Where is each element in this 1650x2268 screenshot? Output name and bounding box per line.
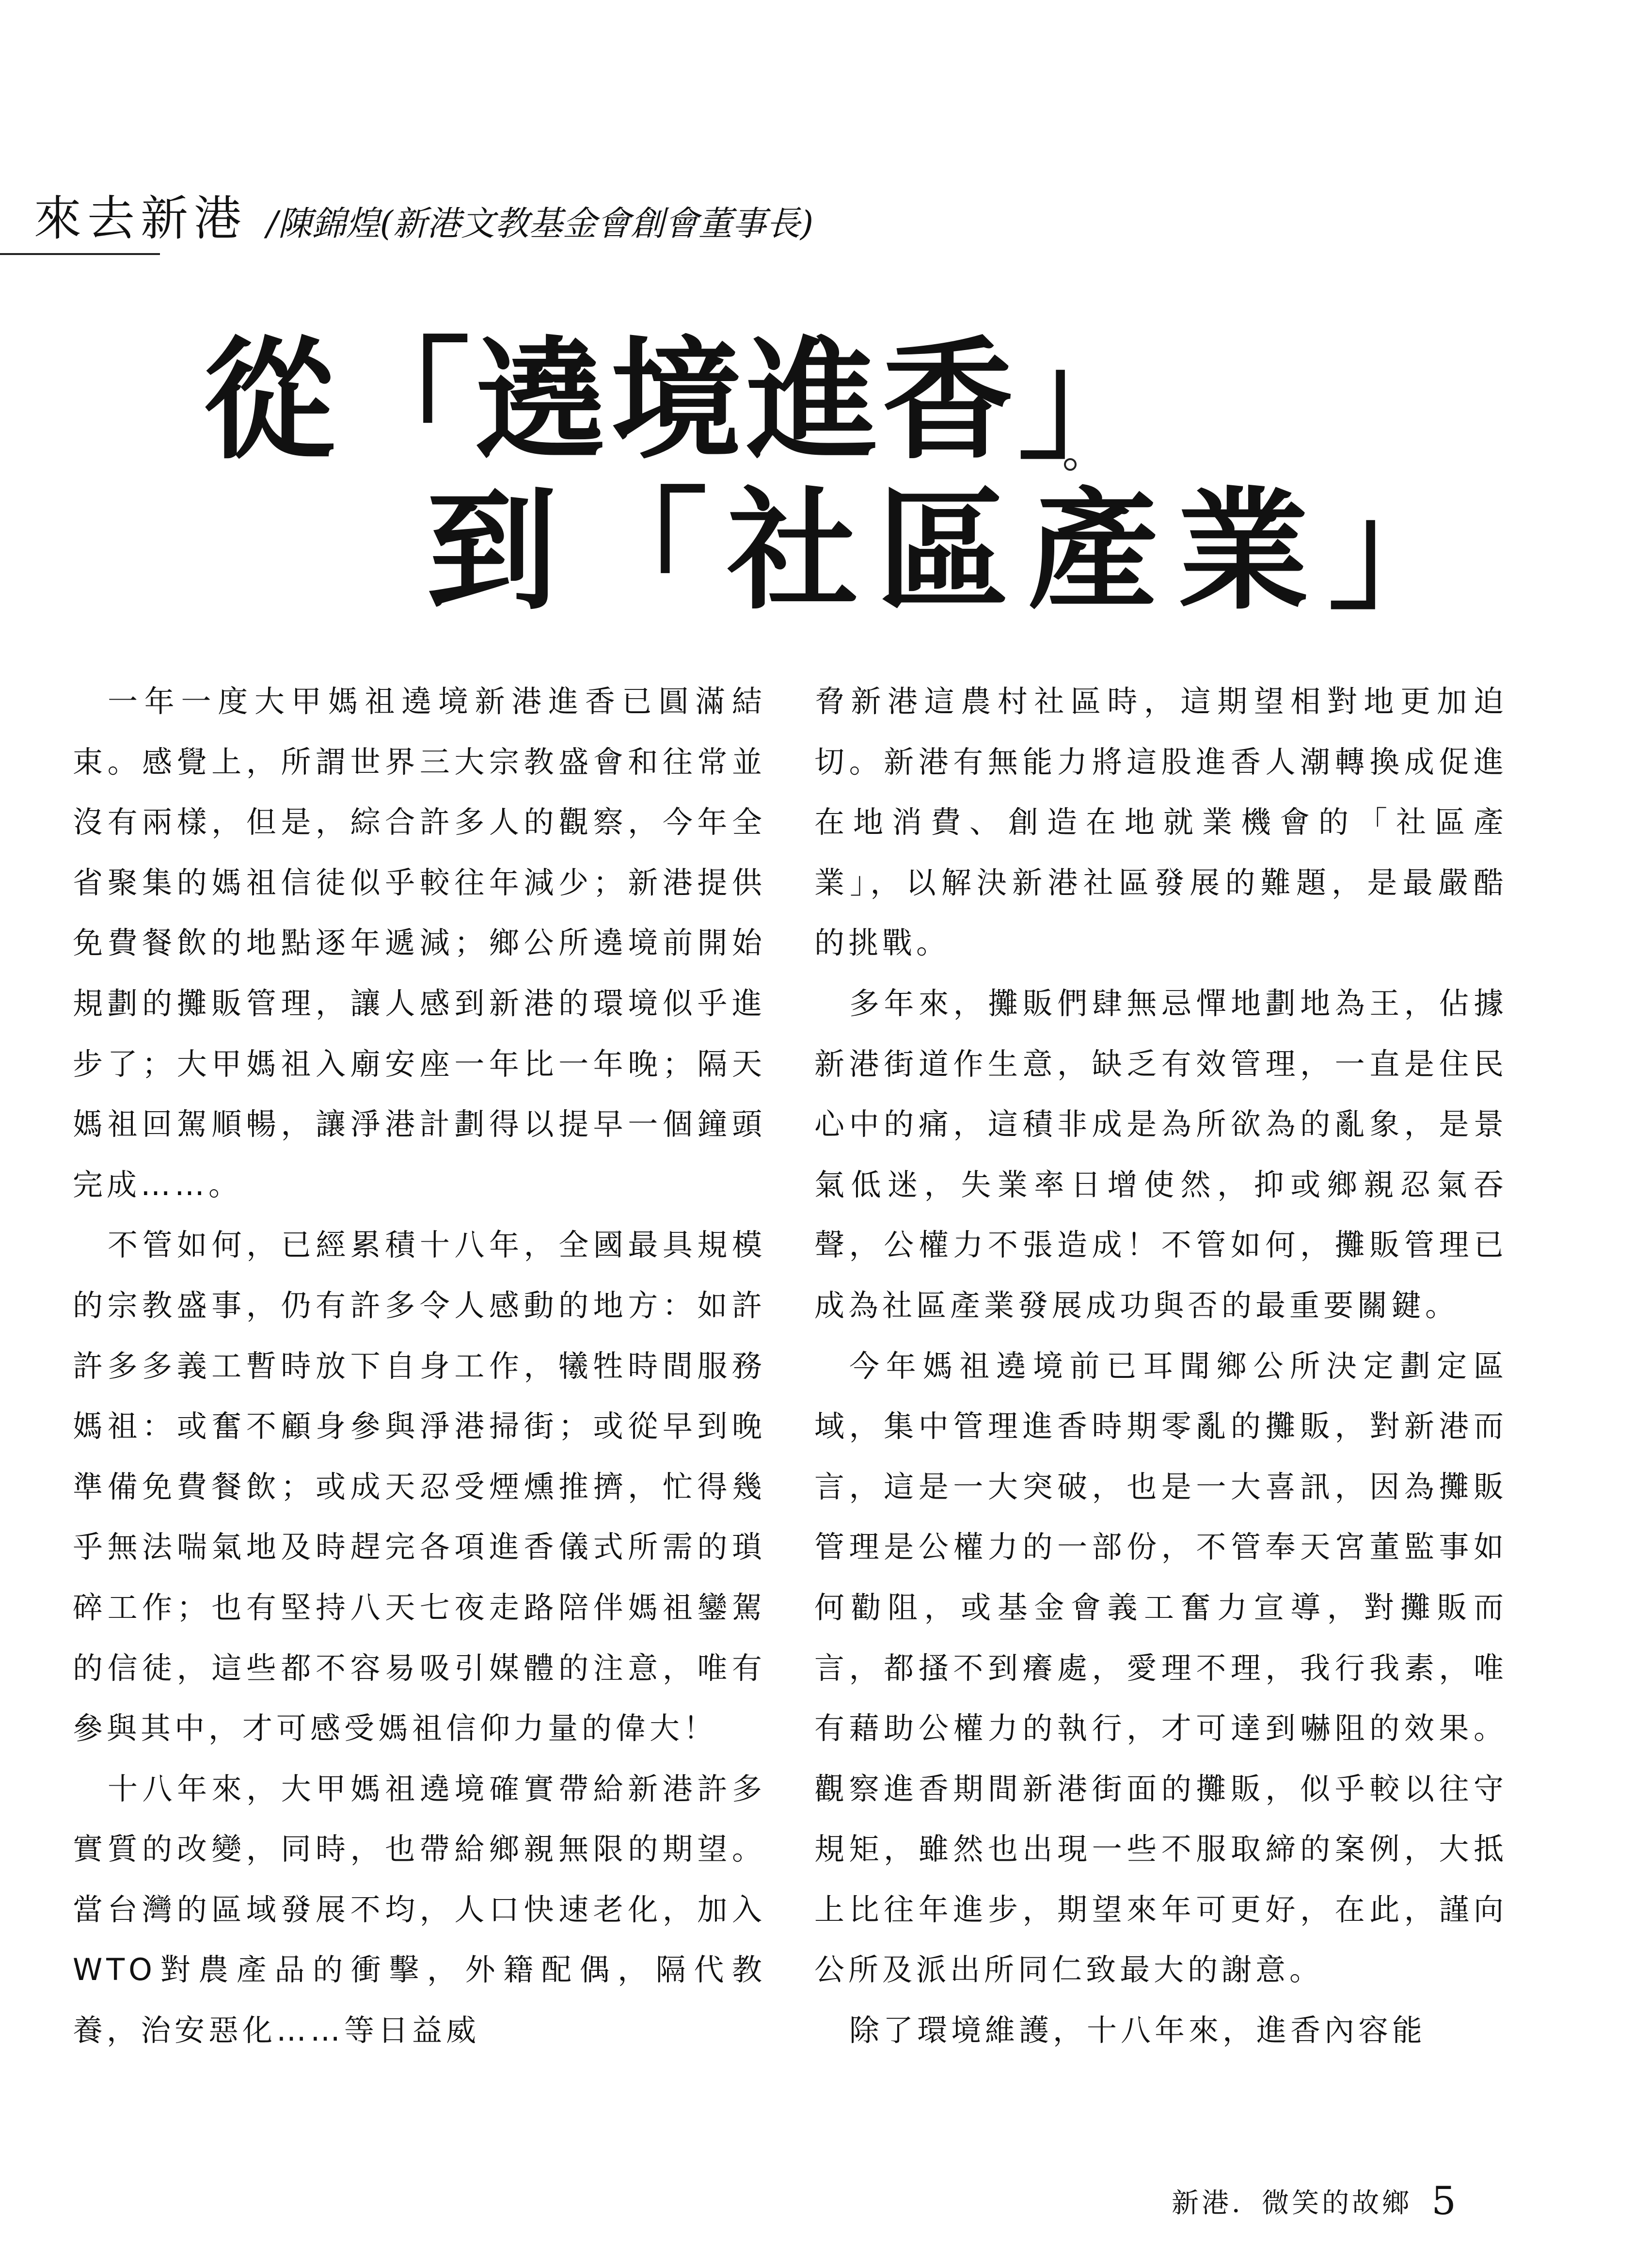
text-line: 雖然也出現一些不服取締的案例，大抵上 [814, 1831, 1507, 1927]
page-number: 5 [1431, 2178, 1456, 2223]
text-line: 察，今年全省聚集的媽祖信徒似乎較往年 [73, 804, 766, 900]
article-title-line-2: 到「社區產業」 [427, 473, 1478, 627]
page-footer [1172, 2178, 1456, 2223]
text-line: 執行，才可達到嚇阻的效果。觀察進香期 [814, 1710, 1507, 1806]
text-line: 這些都不容易吸引媒體的注意，唯有參與 [73, 1650, 766, 1746]
text-line: 功與否的最重要關鍵。 [1120, 1287, 1460, 1323]
header-underline [0, 253, 160, 255]
text-line: 成……。 [107, 1166, 243, 1202]
text-line: 的亂象，是景氣低迷，失業率日增使然， [814, 1106, 1507, 1202]
text-line: 十八年來，大甲媽祖遶境確實帶給新港 [108, 1771, 698, 1806]
text-line: 犧牲時間服務媽祖：或奮不顧身參與淨港 [73, 1348, 766, 1444]
text-line: 多年來，攤販們肆無忌憚地劃地為王， [849, 985, 1439, 1021]
text-line: 今年媽祖遶境前已耳聞鄉公所決定劃定 [849, 1348, 1474, 1384]
paragraph-5 [814, 1336, 1507, 2001]
text-line: 間新港街面的攤販，似乎較以往守規矩， [814, 1771, 1507, 1867]
text-line: 向公所及派出所同仁致最大的謝意。 [814, 1891, 1507, 1988]
text-line: 脅新港這農村社區時，這期望相對地更加 [814, 684, 1474, 719]
text-line: 規模的宗教盛事，仍有許多令人感動的地 [73, 1227, 766, 1323]
text-line: 新港而言，這是一大突破，也是一大喜 [814, 1408, 1507, 1504]
paragraph-3-continued [814, 671, 1507, 974]
publication-name: 新港．微笑的故鄉 [1172, 2188, 1412, 2219]
text-line: 除了環境維護，十八年來，進香內容能 [849, 2012, 1427, 2048]
text-line: 忍受煙燻推擠，忙得幾乎無法喘氣地及時 [73, 1469, 766, 1565]
text-line: 愛理不理，我行我素，唯有藉助公權力的 [814, 1650, 1507, 1746]
text-line: 一年一度大甲媽祖遶境新港進香已圓滿 [108, 684, 732, 719]
text-line: 掃街；或從早到晚準備免費餐飲；或成天 [73, 1408, 766, 1504]
text-line: 佔據新港街道作生意，缺乏有效管理，一 [814, 985, 1507, 1082]
text-line: 順暢，讓淨港計劃得以提早一個鐘頭完 [73, 1106, 766, 1202]
paragraph-6 [814, 2000, 1507, 2061]
text-line: 往常並沒有兩樣，但是，綜合許多人的觀 [73, 744, 766, 840]
text-line: 減少；新港提供免費餐飲的地點逐年遞 [73, 864, 766, 961]
text-line: 區域，集中管理進香時期零亂的攤販，對 [814, 1348, 1507, 1444]
text-line: 結束。感覺上，所謂世界三大宗教盛會和 [73, 684, 766, 780]
text-line: 的期望。當台灣的區域發展不均，人口快 [73, 1831, 766, 1927]
text-line: 訊，因為攤販管理是公權力的一部份，不 [814, 1469, 1507, 1565]
article-header [34, 184, 814, 246]
text-line: 堅持八天七夜走路陪伴媽祖鑾駕的信徒， [73, 1589, 766, 1686]
text-line: 速老化，加入WTO對農產品的衝擊，外籍 [73, 1891, 766, 1988]
text-line: 「社區產業」，以解決新港社區發展的難 [814, 804, 1507, 900]
paragraph-1 [73, 671, 766, 1215]
left-text-column [73, 671, 766, 2102]
text-line: 題，是最嚴酷的挑戰。 [814, 864, 1507, 961]
text-line: 管如何，攤販管理已成為社區產業發展成 [814, 1227, 1507, 1323]
text-line: 配偶，隔代教養，治安惡化……等日益威 [73, 1952, 766, 2048]
text-line: 減；鄉公所遶境前開始規劃的攤販管理， [73, 925, 766, 1021]
decorative-dot [1064, 458, 1077, 471]
text-line: 成促進在地消費、創造在地就業機會的 [814, 744, 1507, 840]
text-line: 方：如許許多多義工暫時放下自身工作， [73, 1287, 766, 1384]
text-line: 趕完各項進香儀式所需的瑣碎工作；也有 [73, 1529, 766, 1625]
text-line: 比往年進步，期望來年可更好，在此，謹 [849, 1891, 1474, 1927]
paragraph-3 [73, 1759, 766, 2061]
right-text-column [814, 671, 1507, 2102]
text-line: 許多實質的改變，同時，也帶給鄉親無限 [73, 1771, 766, 1867]
paragraph-4 [814, 974, 1507, 1336]
text-line: 奮力宣導，對攤販而言，都搔不到癢處， [814, 1589, 1507, 1686]
text-line: 直是住民心中的痛，這積非成是為所欲為 [814, 1046, 1507, 1142]
author-byline: /陳錦煌(新港文教基金會創會董事長) [267, 204, 814, 243]
text-line: 抑或鄉親忍氣吞聲，公權力不張造成！不 [814, 1166, 1507, 1263]
text-line: 管奉天宮董監事如何勸阻，或基金會義工 [814, 1529, 1507, 1625]
text-line: 不管如何，已經累積十八年，全國最具 [108, 1227, 698, 1263]
text-line: 讓人感到新港的環境似乎進步了；大甲媽 [73, 985, 766, 1082]
column-name: 來去新港 [34, 191, 248, 246]
text-line: 迫切。新港有無能力將這股進香人潮轉換 [814, 684, 1507, 780]
article-title-line-1: 從「遶境進香」 [204, 323, 1154, 477]
text-line: 其中，才可感受媽祖信仰力量的偉大！ [141, 1710, 718, 1746]
text-line: 祖入廟安座一年比一年晚；隔天媽祖回駕 [73, 1046, 766, 1142]
paragraph-2 [73, 1215, 766, 1758]
